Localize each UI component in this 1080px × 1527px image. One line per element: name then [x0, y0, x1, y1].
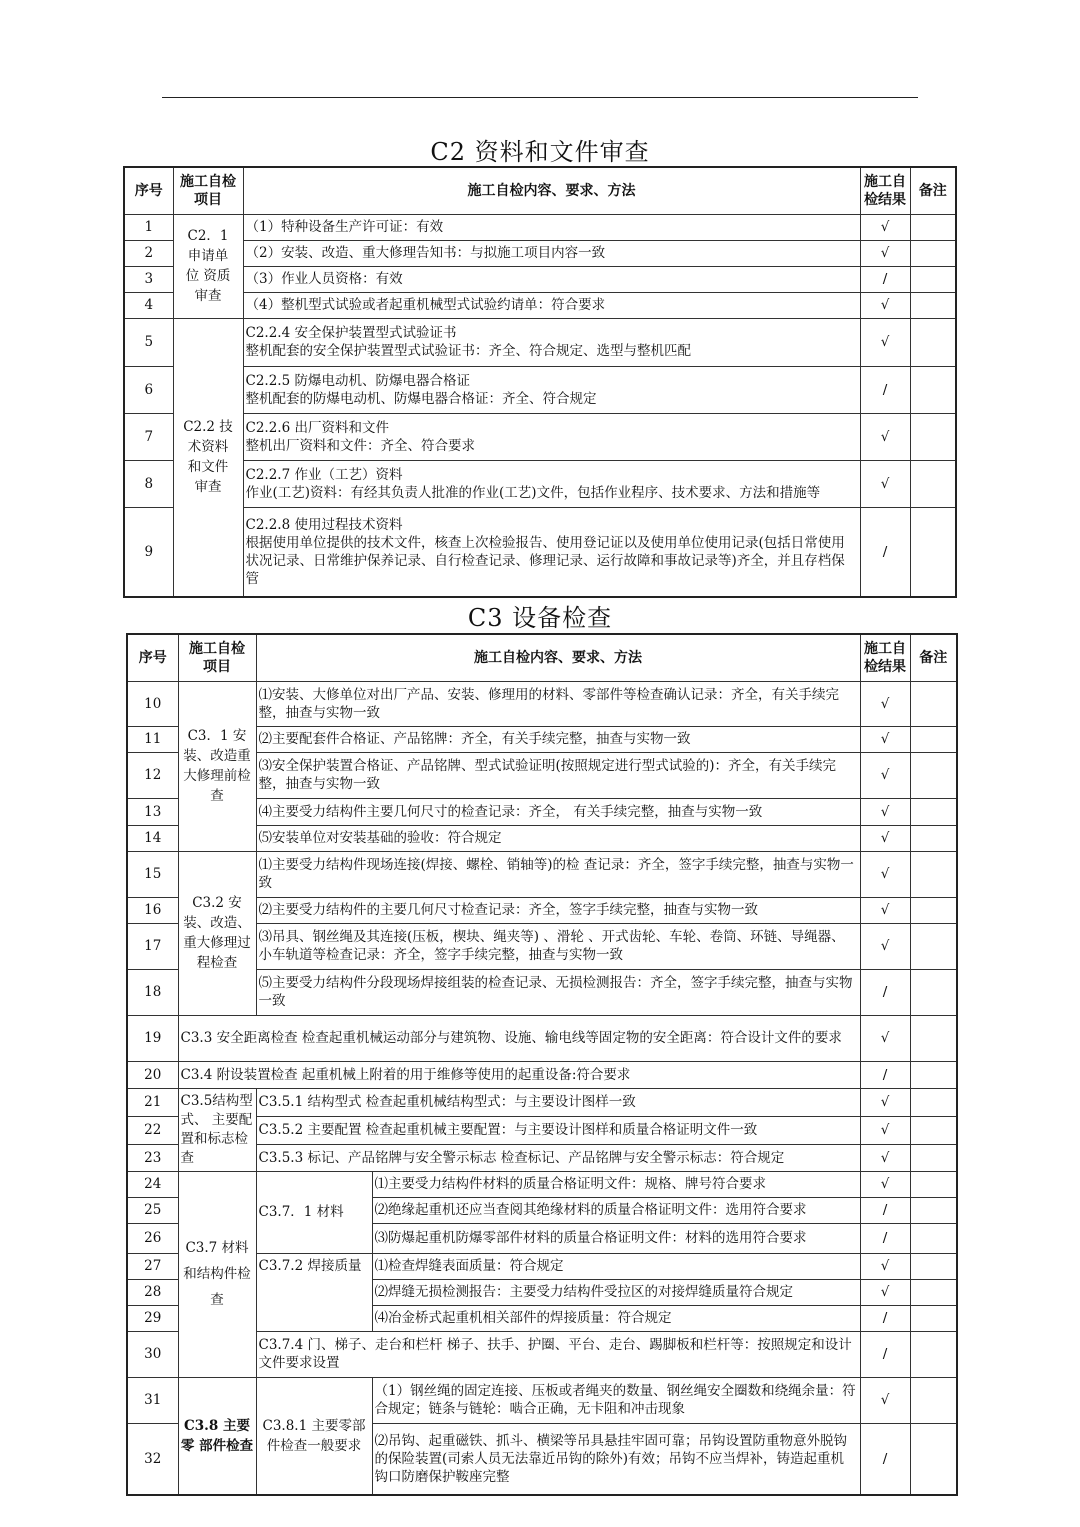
table-row: 28 ⑵焊缝无损检测报告：主要受力结构件受拉区的对接焊缝质量符合规定 √: [127, 1279, 957, 1305]
table-row: 6 C2.2.5 防爆电动机、防爆电器合格证 整机配套的防爆电动机、防爆电器合格证：齐全、符合规定 /: [124, 366, 956, 413]
table-row: 27 C3.7.2 焊接质量 ⑴检查焊缝表面质量：符合规定 √: [127, 1253, 957, 1279]
header-remark: 备注: [910, 167, 956, 214]
table-row: 5 C2.2 技 术资料 和文件 审查 C2.2.4 安全保护装置型式试验证书 整机配套的安全保护装置型式试验证书：齐全、符合规定、选型与整机匹配 √: [124, 318, 956, 366]
group-c3-2: C3.2 安装、改造、重大修理过 程检查: [178, 851, 256, 1015]
group-c2-1: C2．1 申请单 位 资质 审查: [173, 214, 243, 318]
table-row: 21 C3.5结构型式、 主要配置和标志检查 C3.5.1 结构型式 检查起重机械结构型式：与主要设计图样一致 √: [127, 1088, 957, 1116]
table-row: 19 C3.3 安全距离检查 检查起重机械运动部分与建筑物、设施、输电线等固定物的安全距离：符合设计文件的要求 √: [127, 1015, 957, 1061]
table-row: 8 C2.2.7 作业（工艺）资料 作业(工艺)资料：有经其负责人批准的作业(工艺)文件，包括作业程序、技术要求、方法和措施等 √: [124, 460, 956, 507]
table-row: 30 C3.7.4 门、梯子、走台和栏杆 梯子、扶手、护圈、平台、走台、踢脚板和栏杆等：按照规定和设计文件要求设置 /: [127, 1331, 957, 1377]
table-row: 20 C3.4 附设装置检查 起重机械上附着的用于维修等使用的起重设备:符合要求 /: [127, 1061, 957, 1088]
table-row: 2 （2）安装、改造、重大修理告知书：与拟施工项目内容一致 √: [124, 240, 956, 266]
table-row: 7 C2.2.6 出厂资料和文件 整机出厂资料和文件：齐全、符合要求 √: [124, 413, 956, 460]
group-c2-2: C2.2 技 术资料 和文件 审查: [173, 318, 243, 597]
table-row: 11 ⑵主要配套件合格证、产品铭牌：齐全，有关手续完整，抽查与实物一致 √: [127, 726, 957, 752]
table-row: 26 ⑶防爆起重机防爆零部件材料的质量合格证明文件：材料的选用符合要求 /: [127, 1223, 957, 1253]
group-c3-7: C3.7 材料和结构件检查: [178, 1171, 256, 1377]
table-row: 16 ⑵主要受力结构件的主要几何尺寸检查记录：齐全，签字手续完整，抽查与实物一致 √: [127, 897, 957, 923]
group-c3-7-1: C3.7．1 材料: [256, 1171, 372, 1253]
header-result: 施工自 检结果: [860, 167, 910, 214]
c2-table: [123, 166, 957, 598]
section-title-c2: C2 资料和文件审查: [430, 138, 650, 166]
c2-header-row: [124, 167, 956, 214]
table-row: 17 ⑶吊具、钢丝绳及其连接(压板，楔块、绳夹等) 、滑轮 、开式齿轮、车轮、卷筒、环链、导绳器、小车轨道等检查记录：齐全，签字手续完整，抽查与实物一致 √: [127, 923, 957, 969]
table-row: 1 C2．1 申请单 位 资质 审查 （1）特种设备生产许可证：有效 √: [124, 214, 956, 240]
header-seq: 序号: [124, 167, 173, 214]
table-row: 4 （4）整机型式试验或者起重机械型式试验约请单：符合要求 √: [124, 292, 956, 318]
group-c3-8: C3.8 主要 零 部件检查: [178, 1377, 256, 1495]
table-row: 24 C3.7 材料和结构件检查 C3.7．1 材料 ⑴主要受力结构件材料的质量合格证明文件：规格、牌号符合要求 √: [127, 1171, 957, 1197]
table-row: 31 C3.8 主要 零 部件检查 C3.8.1 主要零部件检查一般要求 （1）钢丝绳的固定连接、压板或者绳夹的数量、钢丝绳安全圈数和绕绳余量：符合规定；链条与链轮：啮合正确，无卡阻和冲击现象 √: [127, 1377, 957, 1423]
table-row: 3 （3）作业人员资格：有效 /: [124, 266, 956, 292]
table-row: 23 C3.5.3 标记、产品铭牌与安全警示标志 检查标记、产品铭牌与安全警示标志：符合规定 √: [127, 1144, 957, 1171]
table-row: 32 ⑵吊钩、起重磁铁、抓斗、横梁等吊具悬挂牢固可靠；吊钩设置防重物意外脱钩的保险装置(司索人员无法靠近吊钩的除外)有效；吊钩不应当焊补，铸造起重机钩口防磨保护鞍座完整 /: [127, 1423, 957, 1495]
header-item: 施工自检 项目: [178, 634, 256, 681]
c3-table: [126, 633, 958, 1496]
group-c3-7-2: C3.7.2 焊接质量: [256, 1253, 372, 1331]
table-row: 15 C3.2 安装、改造、重大修理过 程检查 ⑴主要受力结构件现场连接(焊接、螺栓、销轴等)的检 查记录：齐全，签字手续完整，抽查与实物一致 √: [127, 851, 957, 897]
table-row: 14 ⑸安装单位对安装基础的验收：符合规定 √: [127, 825, 957, 851]
remark-cell: [910, 214, 956, 240]
table-row: 13 ⑷主要受力结构件主要几何尺寸的检查记录：齐全， 有关手续完整，抽查与实物一致 √: [127, 798, 957, 825]
section-title-c3: C3 设备检查: [467, 604, 613, 632]
table-row: 29 ⑷冶金桥式起重机相关部件的焊接质量：符合规定 /: [127, 1305, 957, 1331]
header-remark: 备注: [910, 634, 957, 681]
group-c3-5: C3.5结构型式、 主要配置和标志检查: [178, 1088, 256, 1171]
table-row: 18 ⑸主要受力结构件分段现场焊接组装的检查记录、无损检测报告：齐全，签字手续完整，抽查与实物一致 /: [127, 969, 957, 1015]
group-c3-8-1: C3.8.1 主要零部件检查一般要求: [256, 1377, 372, 1495]
table-row: 12 ⑶安全保护装置合格证、产品铭牌、型式试验证明(按照规定进行型式试验的)：齐全，有关手续完整，抽查与实物一致 √: [127, 752, 957, 798]
c3-header-row: [127, 634, 957, 681]
table-row: 25 ⑵绝缘起重机还应当查阅其绝缘材料的质量合格证明文件：选用符合要求 /: [127, 1197, 957, 1223]
table-row: 9 C2.2.8 使用过程技术资料 根据使用单位提供的技术文件，核查上次检验报告、使用登记证以及使用单位使用记录(包括日常使用状况记录、日常维护保养记录、自行检查记录、修理记录、运行故障和事故记录等)齐全，并且存档保管 /: [124, 507, 956, 597]
header-content: 施工自检内容、要求、方法: [243, 167, 860, 214]
header-item: 施工自检 项目: [173, 167, 243, 214]
header-rule: [162, 97, 918, 98]
header-seq: 序号: [127, 634, 178, 681]
header-result: 施工自 检结果: [860, 634, 910, 681]
table-row: 10 C3．1 安装、改造重大修理前检查 ⑴安装、大修单位对出厂产品、安装、修理用的材料、零部件等检查确认记录：齐全，有关手续完整，抽查与实物一致 √: [127, 681, 957, 726]
group-c3-1: C3．1 安装、改造重大修理前检查: [178, 681, 256, 851]
table-row: 22 C3.5.2 主要配置 检查起重机械主要配置：与主要设计图样和质量合格证明文件一致 √: [127, 1116, 957, 1144]
header-content: 施工自检内容、要求、方法: [256, 634, 860, 681]
